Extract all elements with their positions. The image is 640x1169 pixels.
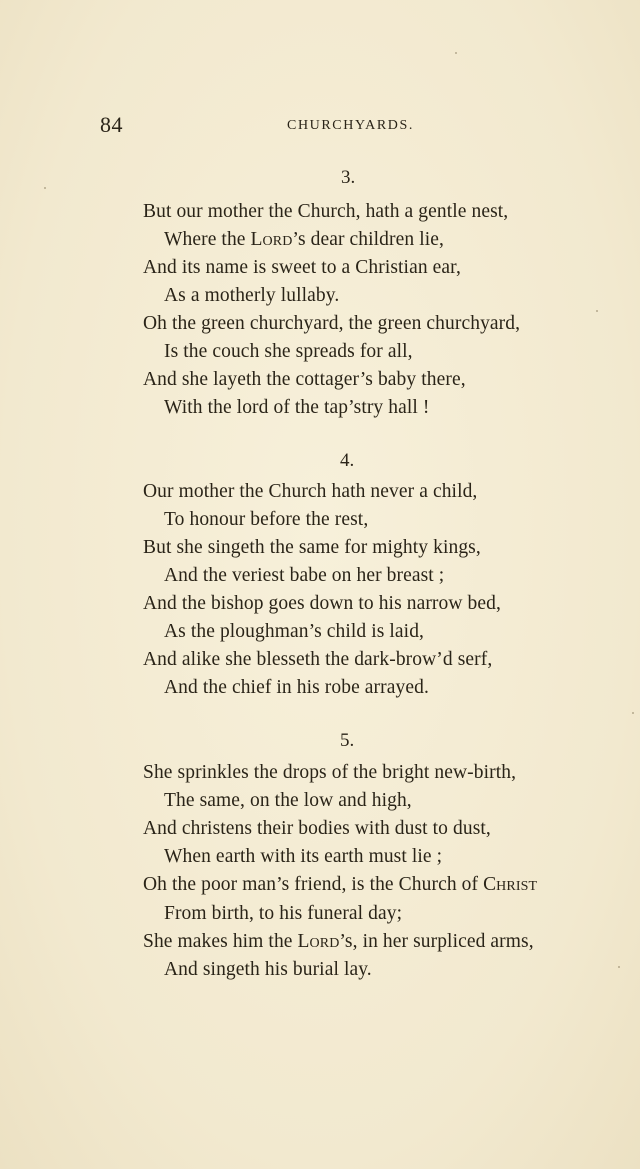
- verse-line: And its name is sweet to a Christian ear,: [143, 257, 461, 278]
- verse-line: And the chief in his robe arrayed.: [164, 677, 429, 698]
- verse-line: Is the couch she spreads for all,: [164, 341, 413, 362]
- stanza-number: 5.: [340, 730, 355, 751]
- verse-line: From birth, to his funeral day;: [164, 903, 403, 924]
- verse-line: She makes him the Lord’s, in her surpliced arms,: [143, 931, 534, 952]
- verse-line: Oh the green churchyard, the green churchyard,: [143, 313, 521, 334]
- paper-speck: [632, 712, 634, 714]
- verse-line: When earth with its earth must lie ;: [164, 846, 443, 867]
- paper-speck: [44, 187, 46, 189]
- verse-line: Oh the poor man’s friend, is the Church of Christ: [143, 874, 538, 895]
- verse-line: But she singeth the same for mighty kings,: [143, 537, 481, 558]
- verse-line: And alike she blesseth the dark-brow’d serf,: [143, 649, 493, 670]
- verse-line: Where the Lord’s dear children lie,: [164, 229, 444, 250]
- verse-line: And the bishop goes down to his narrow bed,: [143, 593, 501, 614]
- verse-line: And she layeth the cottager’s baby there,: [143, 369, 466, 390]
- verse-line: And the veriest babe on her breast ;: [164, 565, 445, 586]
- verse-line: And christens their bodies with dust to dust,: [143, 818, 491, 839]
- verse-line: And singeth his burial lay.: [164, 959, 372, 980]
- stanza-number: 4.: [340, 450, 355, 471]
- stanza-number: 3.: [341, 167, 356, 188]
- verse-line: But our mother the Church, hath a gentle nest,: [143, 201, 509, 222]
- verse-line: To honour before the rest,: [164, 509, 369, 530]
- verse-line: As the ploughman’s child is laid,: [164, 621, 425, 642]
- paper-speck: [455, 52, 457, 54]
- paper-speck: [596, 310, 598, 312]
- running-head: CHURCHYARDS.: [287, 118, 414, 133]
- page-number: 84: [100, 112, 123, 137]
- paper-speck: [618, 966, 620, 968]
- verse-line: She sprinkles the drops of the bright new-birth,: [143, 762, 517, 783]
- verse-line: As a motherly lullaby.: [164, 285, 340, 306]
- verse-line: Our mother the Church hath never a child,: [143, 481, 478, 502]
- verse-line: With the lord of the tap’stry hall !: [164, 397, 430, 418]
- verse-line: The same, on the low and high,: [164, 790, 412, 811]
